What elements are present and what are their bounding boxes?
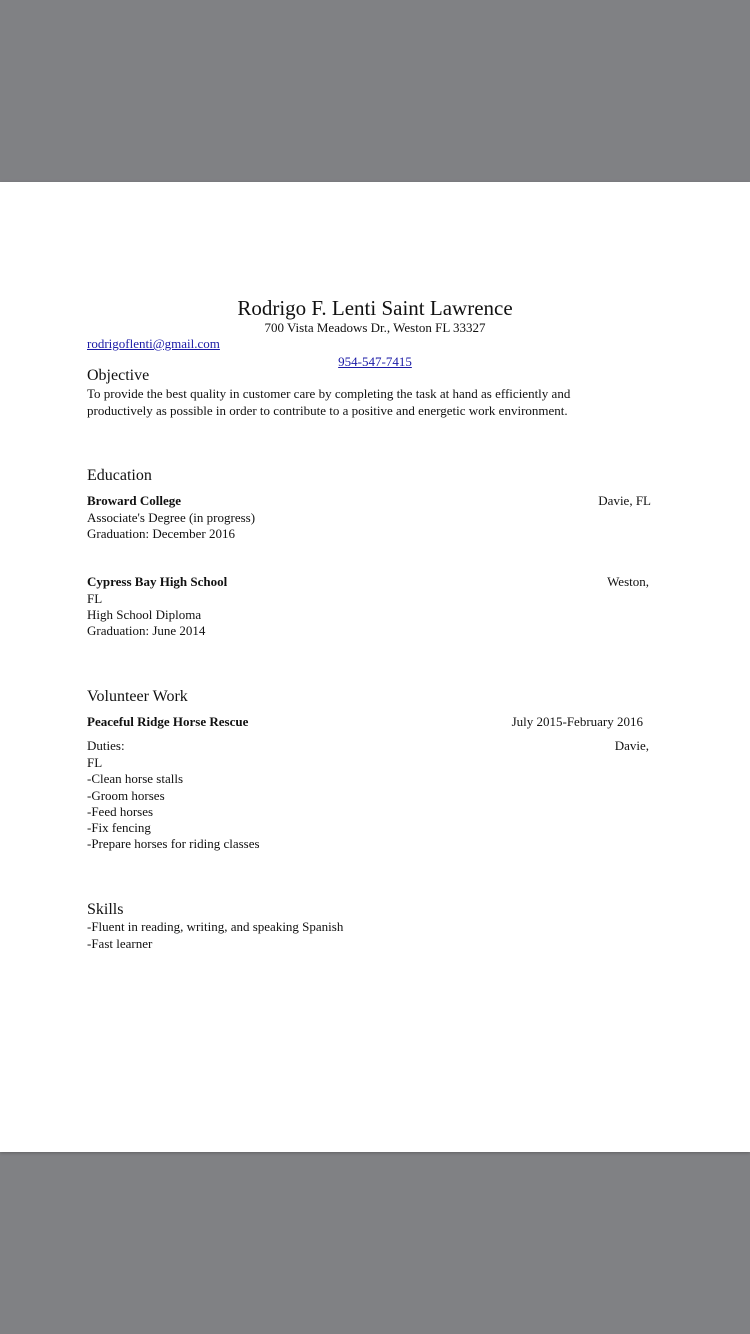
school-name: Cypress Bay High School: [87, 574, 228, 589]
volunteer-location-wrap: FL: [87, 755, 103, 770]
skill-item: -Fluent in reading, writing, and speaking Spanish: [87, 919, 344, 934]
skill-item: -Fast learner: [87, 936, 153, 951]
volunteer-location: Davie,: [614, 738, 649, 753]
volunteer-dates: July 2015-February 2016: [511, 714, 643, 729]
duties-label: Duties:: [87, 738, 125, 753]
school-location: Weston,: [607, 574, 649, 589]
duty-item: -Feed horses: [87, 804, 154, 819]
objective-heading: Objective: [87, 367, 150, 384]
school-degree: High School Diploma: [87, 607, 202, 622]
objective-text: To provide the best quality in customer care by completing the task at hand as efficiently and productively as possible in order to contribute to a positive and energetic work environment.: [87, 386, 571, 418]
email-link[interactable]: rodrigoflenti@gmail.com: [87, 336, 220, 351]
resume-page: [0, 182, 750, 1152]
school-graduation: Graduation: December 2016: [87, 526, 236, 541]
school-graduation: Graduation: June 2014: [87, 623, 206, 638]
resume-address: 700 Vista Meadows Dr., Weston FL 33327: [264, 320, 486, 335]
duty-item: -Clean horse stalls: [87, 771, 184, 786]
volunteer-org: Peaceful Ridge Horse Rescue: [87, 714, 249, 729]
duty-item: -Groom horses: [87, 788, 165, 803]
education-heading: Education: [87, 467, 152, 484]
phone-link[interactable]: 954-547-7415: [338, 354, 412, 369]
school-location-wrap: FL: [87, 591, 103, 606]
resume-name: Rodrigo F. Lenti Saint Lawrence: [237, 296, 513, 320]
school-degree: Associate's Degree (in progress): [87, 510, 256, 525]
school-location: Davie, FL: [598, 493, 651, 508]
duty-item: -Fix fencing: [87, 820, 151, 835]
volunteer-heading: Volunteer Work: [87, 688, 188, 705]
duty-item: -Prepare horses for riding classes: [87, 836, 260, 851]
skills-heading: Skills: [87, 901, 124, 918]
school-name: Broward College: [87, 493, 181, 508]
